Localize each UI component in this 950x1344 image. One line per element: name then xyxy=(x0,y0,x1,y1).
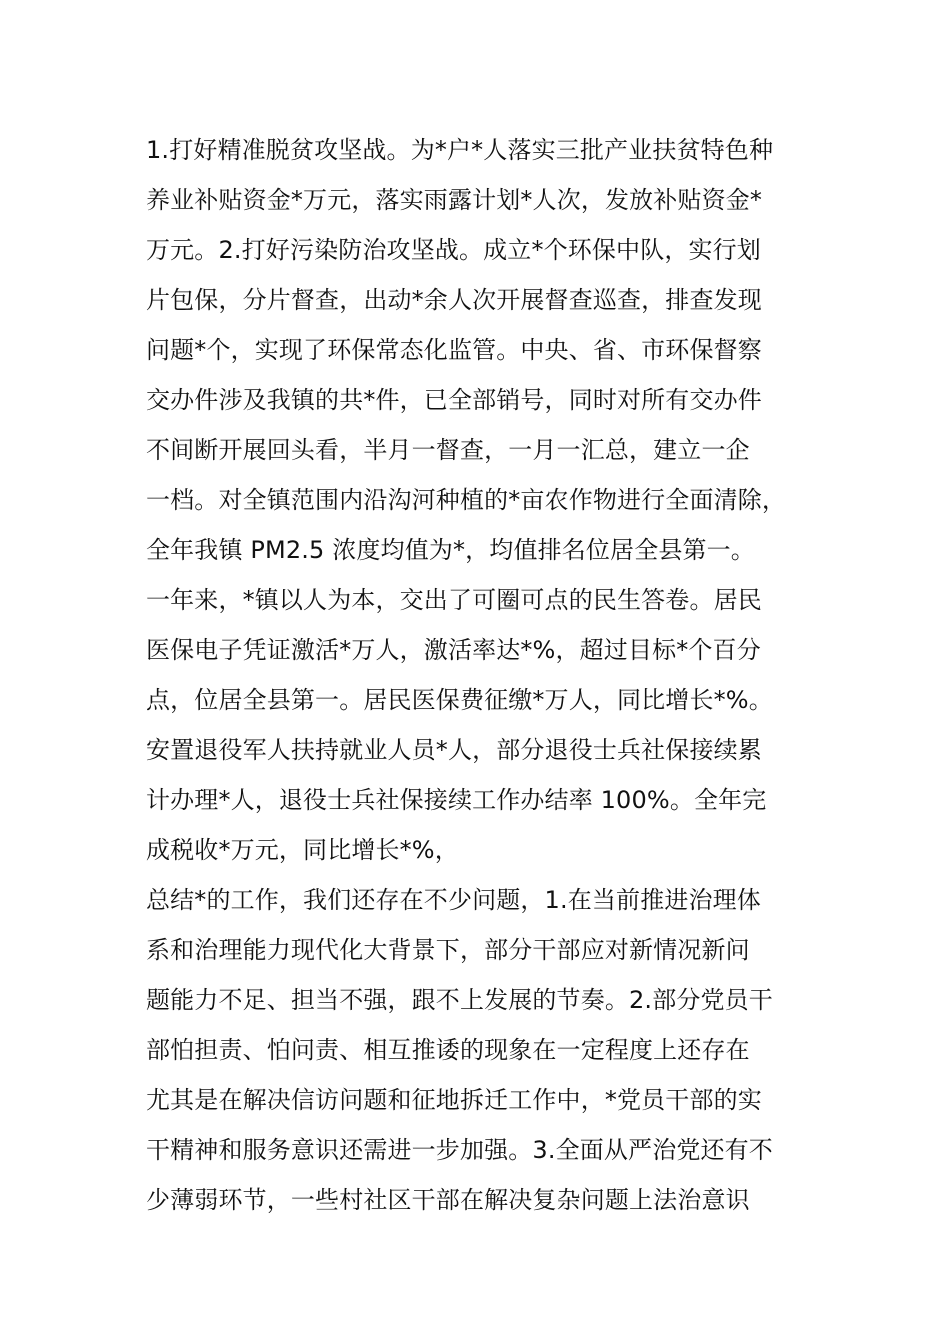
text-line: 计办理*人，退役士兵社保接续工作办结率 100%。全年完 xyxy=(146,786,767,814)
text-line: 交办件涉及我镇的共*件，已全部销号，同时对所有交办件 xyxy=(146,386,762,414)
text-line: 一年来，*镇以人为本，交出了可圈可点的民生答卷。居民 xyxy=(146,586,762,614)
text-line: 1.打好精准脱贫攻坚战。为*户*人落实三批产业扶贫特色种 xyxy=(146,136,774,164)
body-text xyxy=(146,125,846,1225)
text-line: 万元。2.打好污染防治攻坚战。成立*个环保中队，实行划 xyxy=(146,236,761,264)
text-line: 题能力不足、担当不强，跟不上发展的节奏。2.部分党员干 xyxy=(146,986,773,1014)
text-line: 点，位居全县第一。居民医保费征缴*万人，同比增长*%。 xyxy=(146,686,773,714)
text-line: 少薄弱环节，一些村社区干部在解决复杂问题上法治意识 xyxy=(146,1186,750,1214)
text-line: 全年我镇 PM2.5 浓度均值为*，均值排名位居全县第一。 xyxy=(146,536,755,564)
text-line: 安置退役军人扶持就业人员*人，部分退役士兵社保接续累 xyxy=(146,736,762,764)
text-line: 不间断开展回头看，半月一督查，一月一汇总，建立一企 xyxy=(146,436,750,464)
text-line: 医保电子凭证激活*万人，激活率达*%，超过目标*个百分 xyxy=(146,636,761,664)
text-line: 片包保，分片督查，出动*余人次开展督查巡查，排查发现 xyxy=(146,286,762,314)
text-line: 问题*个，实现了环保常态化监管。中央、省、市环保督察 xyxy=(146,336,762,364)
text-line: 养业补贴资金*万元，落实雨露计划*人次，发放补贴资金* xyxy=(146,186,763,214)
text-line: 部怕担责、怕问责、相互推诿的现象在一定程度上还存在 xyxy=(146,1036,750,1064)
text-line: 系和治理能力现代化大背景下，部分干部应对新情况新问 xyxy=(146,936,750,964)
text-line: 干精神和服务意识还需进一步加强。3.全面从严治党还有不 xyxy=(146,1136,773,1164)
text-line: 成税收*万元，同比增长*%， xyxy=(146,836,459,864)
text-line: 总结*的工作，我们还存在不少问题，1.在当前推进治理体 xyxy=(146,886,761,914)
text-line: 尤其是在解决信访问题和征地拆迁工作中，*党员干部的实 xyxy=(146,1086,762,1114)
text-line: 一档。对全镇范围内沿沟河种植的*亩农作物进行全面清除， xyxy=(146,486,787,514)
